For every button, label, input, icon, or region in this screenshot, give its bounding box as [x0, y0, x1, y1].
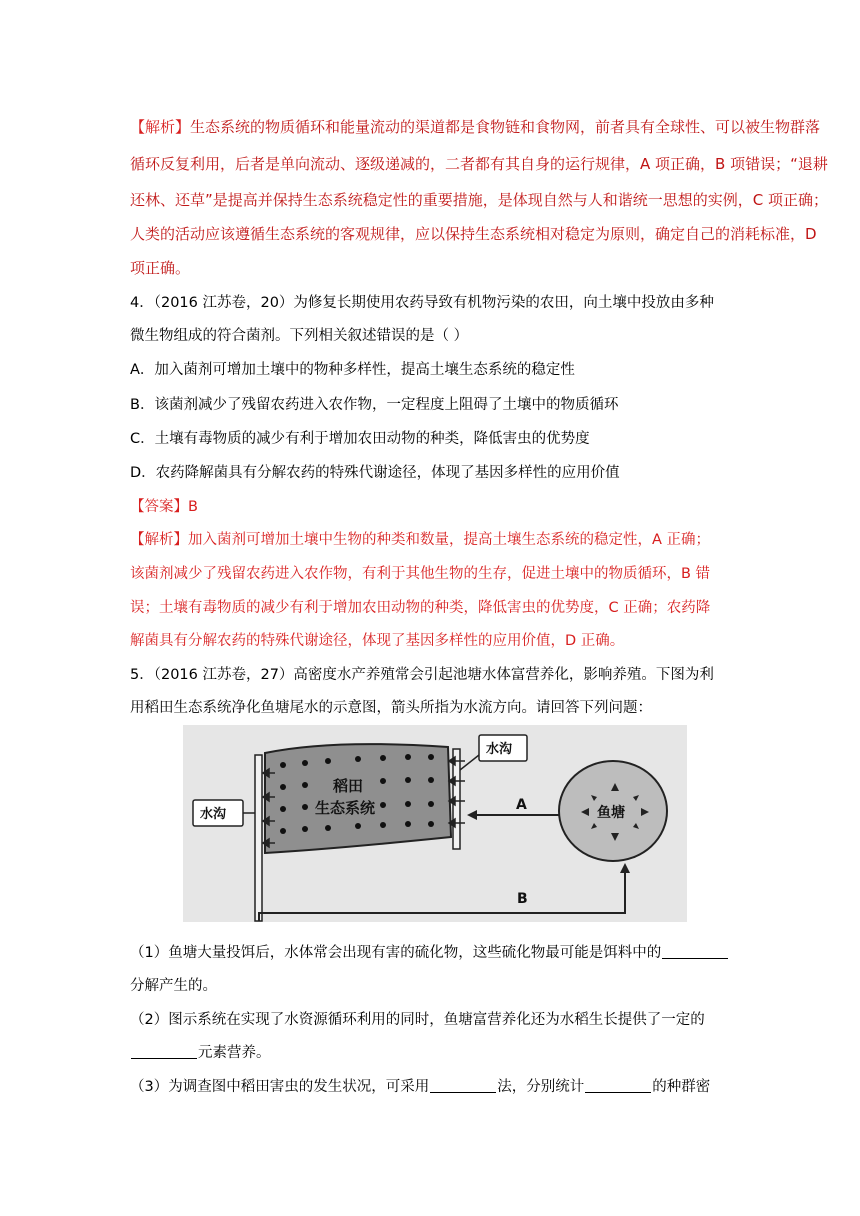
- left-ditch-label: 水沟: [200, 807, 227, 822]
- q5-part-3-text-a: （3）为调查图中稻田害虫的发生状况，可采用: [130, 1079, 430, 1095]
- answer-value: B: [188, 499, 198, 515]
- q5-part-1-line-1: [130, 943, 750, 963]
- prev-analysis-line-1: [130, 117, 821, 137]
- q4-analysis-line-4: 解菌具有分解农药的特殊代谢途径，体现了基因多样性的应用价值，D 正确。: [130, 633, 625, 649]
- q4-stem-line-1: 4．（2016 江苏卷，20）为修复长期使用农药导致有机物污染的农田，向土壤中投放由多种: [130, 295, 714, 311]
- q4-analysis-line-3: 误；土壤有毒物质的减少有利于增加农田动物的种类，降低害虫的优势度，C 正确；农药降: [130, 600, 711, 616]
- right-ditch-label: 水沟: [486, 742, 513, 757]
- answer-blank[interactable]: [131, 1044, 197, 1059]
- q5-stem-line-1: 5．（2016 江苏卷，27）高密度水产养殖常会引起池塘水体富营养化，影响养殖。下图为利: [130, 667, 714, 683]
- field-label-1: 稻田: [333, 777, 364, 795]
- q4-option-a: A．加入菌剂可增加土壤中的物种多样性，提高土壤生态系统的稳定性: [130, 362, 575, 378]
- answer-blank[interactable]: [585, 1078, 651, 1093]
- q4-option-c: C．土壤有毒物质的减少有利于增加农田动物的种类，降低害虫的优势度: [130, 431, 590, 447]
- q5-part-2-line-2: [130, 1043, 750, 1063]
- answer-blank[interactable]: [430, 1078, 496, 1093]
- analysis-tag: 【解析】: [130, 532, 188, 548]
- q5-part-2-text: 元素营养。: [198, 1045, 271, 1061]
- answer-blank[interactable]: [662, 944, 728, 959]
- left-ditch: [255, 755, 262, 921]
- analysis-tag: 【解析】: [130, 118, 191, 136]
- rice-field-diagram: [183, 725, 687, 922]
- q5-stem-line-2: 用稻田生态系统净化鱼塘尾水的示意图，箭头所指为水流方向。请回答下列问题：: [130, 700, 652, 716]
- q4-stem-line-2: 微生物组成的符合菌剂。下列相关叙述错误的是（ ）: [130, 328, 469, 344]
- analysis-text: 加入菌剂可增加土壤中生物的种类和数量，提高土壤生态系统的稳定性，A 正确；: [188, 532, 711, 548]
- q4-option-b: B．该菌剂减少了残留农药进入农作物，一定程度上阻碍了土壤中的物质循环: [130, 397, 619, 413]
- q5-part-1-line-2: 分解产生的。: [130, 978, 217, 994]
- q5-part-2-line-1: （2）图示系统在实现了水资源循环利用的同时，鱼塘富营养化还为水稻生长提供了一定的: [130, 1012, 705, 1028]
- prev-analysis-line-2: 循环反复利用，后者是单向流动、逐级递减的，二者都有其自身的运行规律，A 项正确，B 项错误；“退耕: [130, 155, 828, 173]
- analysis-text: 生态系统的物质循环和能量流动的渠道都是食物链和食物网，前者具有全球性、可以被生物群落: [190, 118, 821, 136]
- q5-part-1-text: （1）鱼塘大量投饵后，水体常会出现有害的硫化物，这些硫化物最可能是饵料中的: [130, 945, 662, 961]
- q4-option-d: D．农药降解菌具有分解农药的特殊代谢途径，体现了基因多样性的应用价值: [130, 465, 620, 481]
- arrow-a-label: A: [516, 797, 527, 813]
- q5-part-3-text-c: 的种群密: [652, 1079, 711, 1095]
- answer-tag: 【答案】: [130, 499, 188, 515]
- field-label-2: 生态系统: [315, 799, 376, 817]
- prev-analysis-line-4: 人类的活动应该遵循生态系统的客观规律，应以保持生态系统相对稳定为原则，确定自己的消耗标准，D: [130, 225, 817, 243]
- q4-analysis-line-2: 该菌剂减少了残留农药进入农作物，有利于其他生物的生存，促进土壤中的物质循环，B 错: [130, 566, 711, 582]
- prev-analysis-line-5: 项正确。: [130, 259, 191, 277]
- prev-analysis-line-3: 还林、还草”是提高并保持生态系统稳定性的重要措施，是体现自然与人和谐统一思想的实例，C 项正确；: [130, 191, 829, 209]
- q5-part-3-text-b: 法，分别统计: [497, 1079, 585, 1095]
- q4-analysis-line-1: [130, 530, 750, 550]
- q4-answer: [130, 497, 750, 517]
- arrow-b: [259, 869, 625, 921]
- q5-part-3-line-1: [130, 1077, 750, 1097]
- arrow-b-label: B: [517, 891, 528, 907]
- pond-label: 鱼塘: [597, 805, 625, 821]
